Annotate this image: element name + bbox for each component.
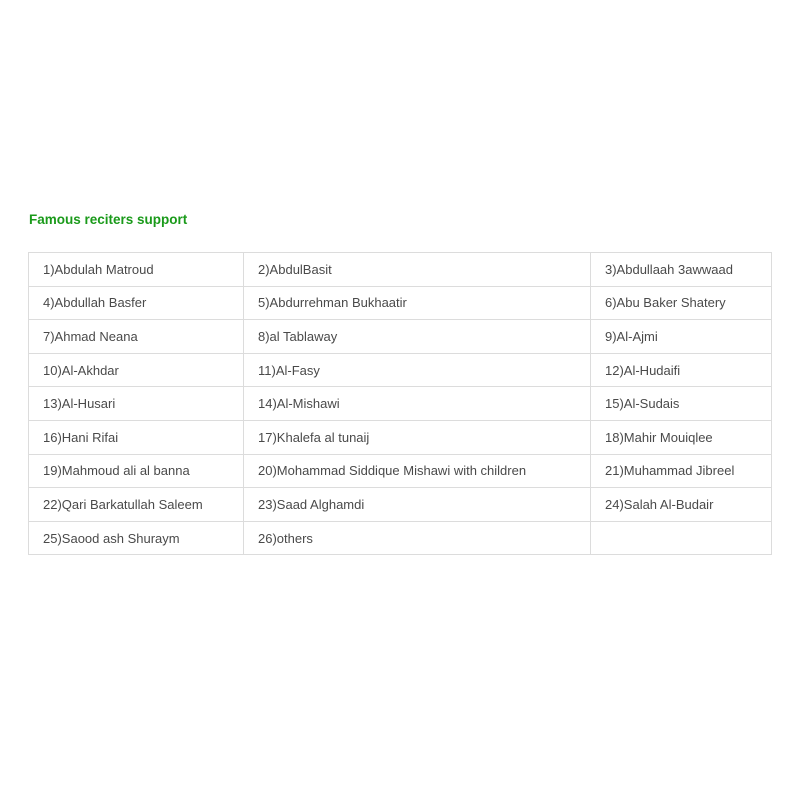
reciter-cell: 12)Al-Hudaifi: [591, 353, 772, 387]
reciter-cell: 22)Qari Barkatullah Saleem: [29, 488, 244, 522]
reciter-cell: 9)Al-Ajmi: [591, 320, 772, 354]
reciter-cell: 10)Al-Akhdar: [29, 353, 244, 387]
reciter-cell: 17)Khalefa al tunaij: [244, 420, 591, 454]
table-row: [29, 353, 772, 387]
reciter-cell: 16)Hani Rifai: [29, 420, 244, 454]
reciter-cell: 24)Salah Al-Budair: [591, 488, 772, 522]
table-row: [29, 320, 772, 354]
table-row: [29, 420, 772, 454]
table-row: [29, 454, 772, 488]
reciter-cell: 20)Mohammad Siddique Mishawi with children: [244, 454, 591, 488]
table-row: [29, 286, 772, 320]
reciter-cell: 18)Mahir Mouiqlee: [591, 420, 772, 454]
table-row: [29, 253, 772, 287]
reciter-cell: 5)Abdurrehman Bukhaatir: [244, 286, 591, 320]
reciter-cell: 6)Abu Baker Shatery: [591, 286, 772, 320]
reciter-cell: 2)AbdulBasit: [244, 253, 591, 287]
reciter-cell: 25)Saood ash Shuraym: [29, 521, 244, 555]
reciter-cell: 4)Abdullah Basfer: [29, 286, 244, 320]
reciters-table: [28, 252, 772, 555]
reciter-cell: 15)Al-Sudais: [591, 387, 772, 421]
reciter-cell: 11)Al-Fasy: [244, 353, 591, 387]
reciter-cell: 19)Mahmoud ali al banna: [29, 454, 244, 488]
reciter-cell: 13)Al-Husari: [29, 387, 244, 421]
reciter-cell: 23)Saad Alghamdi: [244, 488, 591, 522]
reciter-cell: 1)Abdulah Matroud: [29, 253, 244, 287]
reciter-cell: 21)Muhammad Jibreel: [591, 454, 772, 488]
section-heading: Famous reciters support: [29, 212, 188, 227]
reciter-cell: 14)Al-Mishawi: [244, 387, 591, 421]
empty-cell: [591, 521, 772, 555]
table-row: [29, 521, 772, 555]
reciter-cell: 3)Abdullaah 3awwaad: [591, 253, 772, 287]
reciter-cell: 7)Ahmad Neana: [29, 320, 244, 354]
table-row: [29, 387, 772, 421]
reciter-cell: 8)al Tablaway: [244, 320, 591, 354]
table-row: [29, 488, 772, 522]
reciter-cell: 26)others: [244, 521, 591, 555]
